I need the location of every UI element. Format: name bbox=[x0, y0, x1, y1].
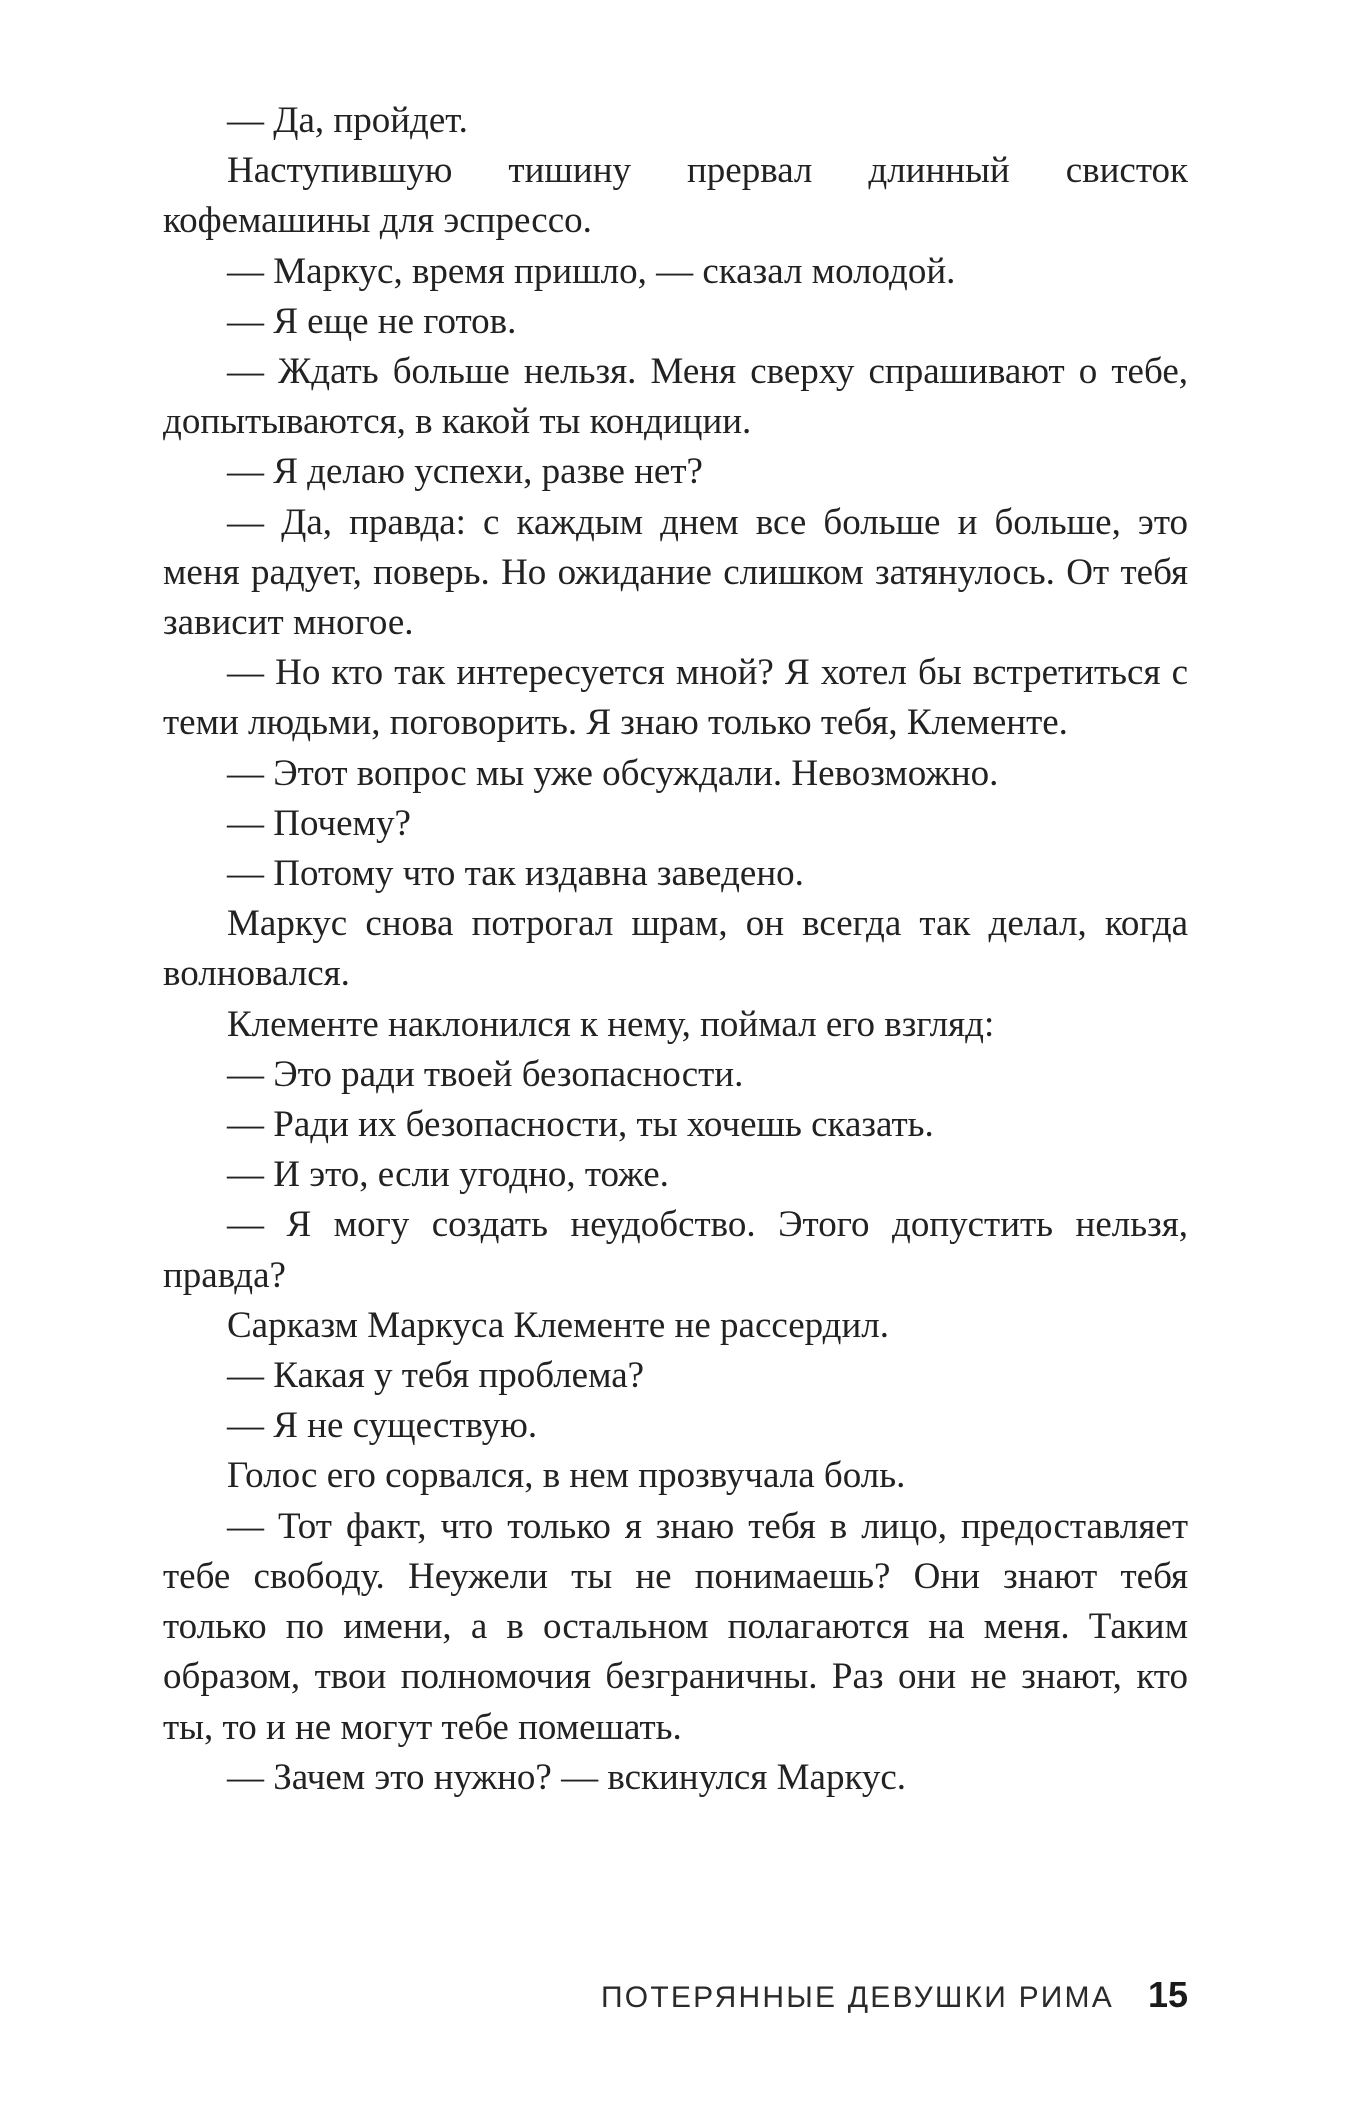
paragraph-11: — Потому что так издавна заведено. bbox=[227, 853, 804, 895]
paragraph-16: — И это, если угодно, тоже. bbox=[227, 1154, 669, 1196]
paragraph-7: — Да, правда: с каждым днем все больше и больше, это меня радует, поверь. Но ожидание слишком затянулось. От тебя зависит многое. bbox=[163, 501, 1188, 644]
paragraph-5: — Ждать больше нельзя. Меня сверху спрашивают о тебе, допытываются, в какой ты кондиции. bbox=[163, 351, 1188, 443]
paragraph-10: — Почему? bbox=[227, 802, 411, 844]
running-title: ПОТЕРЯННЫЕ ДЕВУШКИ РИМА bbox=[601, 1981, 1114, 2014]
paragraph-22: — Тот факт, что только я знаю тебя в лицо, предоставляет тебе свободу. Неужели ты не понимаешь? Они знают тебя только по имени, а в остальном полагаются на меня. Таким образом, твои полномочия безграничны. Раз они не знают, кто ты, то и не могут тебе помешать. bbox=[163, 1505, 1188, 1748]
page-footer bbox=[503, 1974, 1188, 2024]
paragraph-8: — Но кто так интересуется мной? Я хотел бы встретиться с теми людьми, поговорить. Я знаю только тебя, Клементе. bbox=[163, 652, 1188, 744]
paragraph-19: — Какая у тебя проблема? bbox=[227, 1355, 645, 1397]
paragraph-9: — Этот вопрос мы уже обсуждали. Невозможно. bbox=[227, 752, 999, 794]
paragraph-18: Сарказм Маркуса Клементе не рассердил. bbox=[227, 1304, 890, 1346]
paragraph-12: Маркус снова потрогал шрам, он всегда так делал, когда волновался. bbox=[163, 903, 1188, 995]
paragraph-23: — Зачем это нужно? — вскинулся Маркус. bbox=[227, 1756, 907, 1798]
paragraph-21: Голос его сорвался, в нем прозвучала боль. bbox=[227, 1455, 906, 1497]
paragraph-13: Клементе наклонился к нему, поймал его взгляд: bbox=[227, 1003, 995, 1045]
page-body bbox=[163, 96, 1188, 1803]
paragraph-2: Наступившую тишину прервал длинный свисток кофемашины для эспрессо. bbox=[163, 150, 1188, 242]
paragraph-6: — Я делаю успехи, разве нет? bbox=[227, 451, 703, 493]
paragraph-4: — Я еще не готов. bbox=[227, 300, 517, 342]
paragraph-1: — Да, пройдет. bbox=[227, 100, 468, 141]
paragraph-15: — Ради их безопасности, ты хочешь сказать. bbox=[227, 1104, 934, 1146]
paragraph-3: — Маркус, время пришло, — сказал молодой. bbox=[227, 250, 956, 292]
page-number: 15 bbox=[1147, 1974, 1188, 2015]
paragraph-20: — Я не существую. bbox=[227, 1405, 538, 1447]
paragraph-14: — Это ради твоей безопасности. bbox=[227, 1053, 744, 1095]
paragraph-17: — Я могу создать неудобство. Этого допустить нельзя, правда? bbox=[163, 1204, 1188, 1296]
